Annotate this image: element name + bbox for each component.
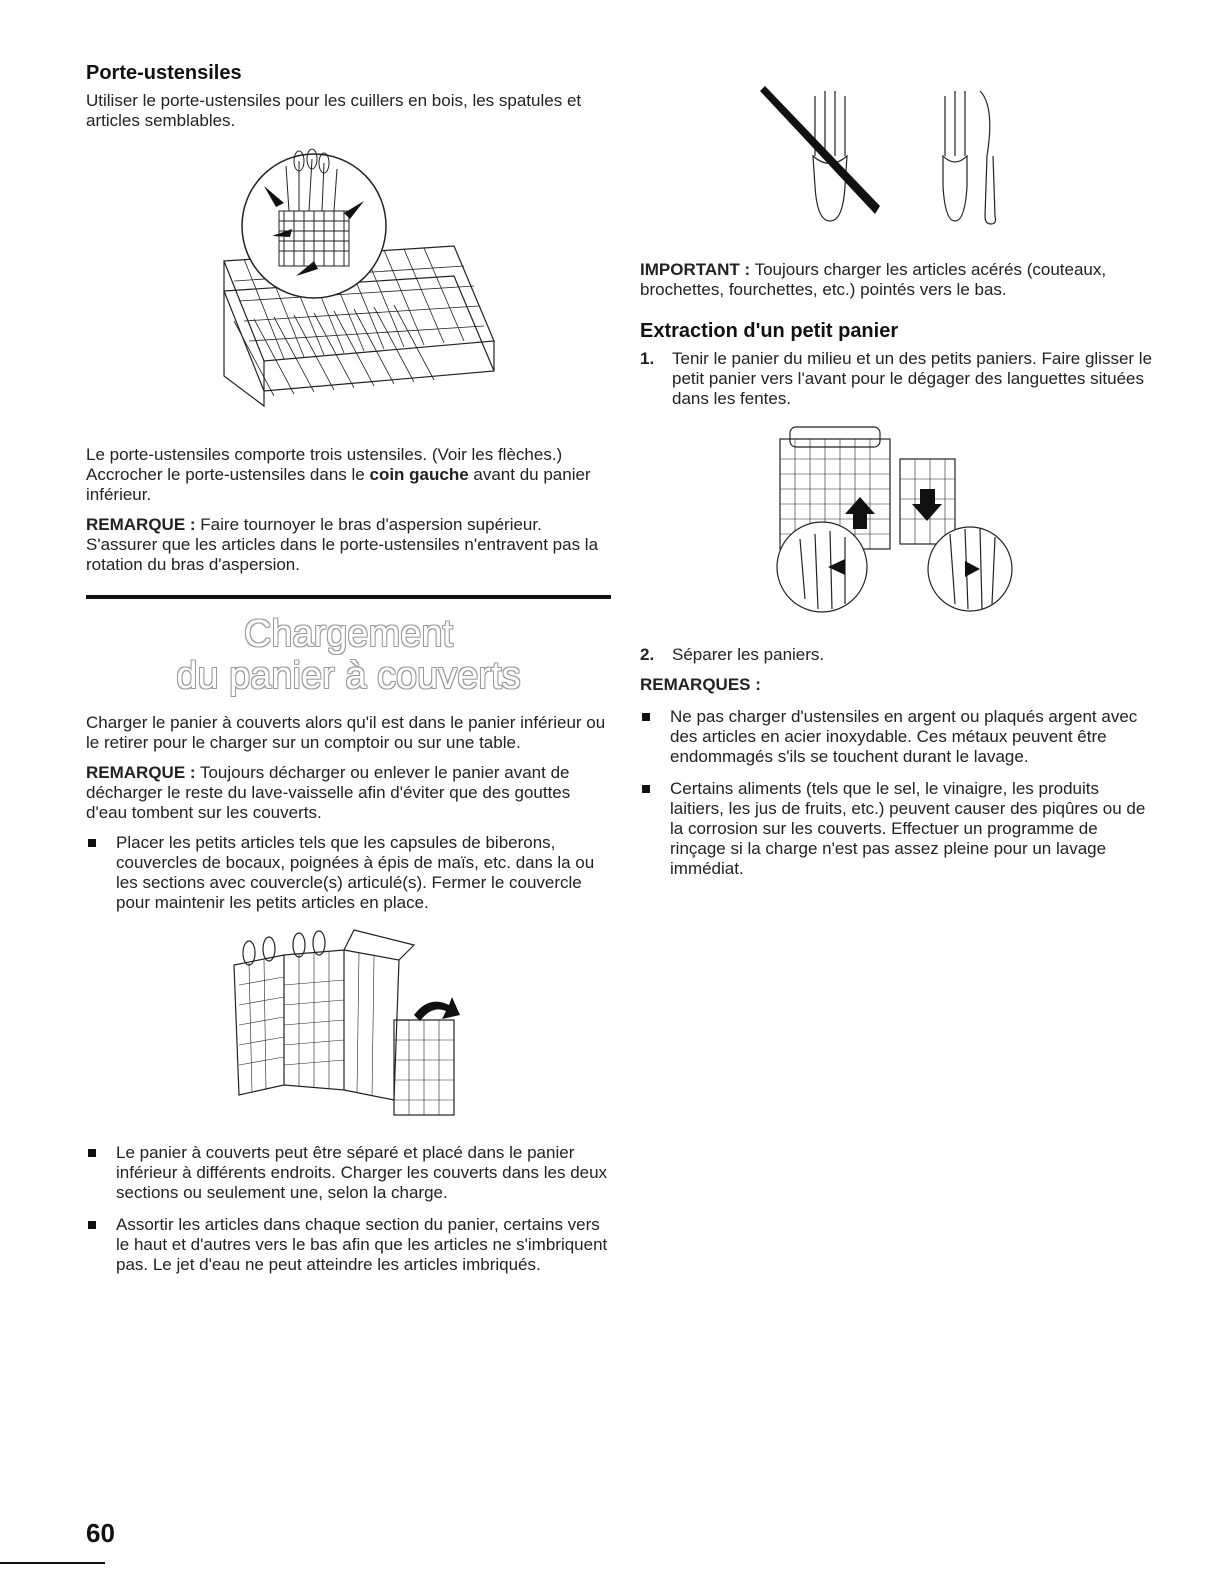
chapter-title-line1: Chargement [243, 613, 454, 655]
step-text: Séparer les paniers. [672, 645, 825, 664]
left-column [86, 62, 611, 1287]
remarque-unload: REMARQUE : Toujours décharger ou enlever le panier avant de décharger le reste du lave-vaisselle afin d'éviter que des gouttes d'eau tombent sur les couverts. [86, 763, 571, 822]
step-2 [640, 645, 1155, 665]
step-number: 2. [640, 645, 655, 664]
steps-list [640, 349, 1155, 409]
remarques-list [640, 707, 1155, 879]
bullet-list-1 [86, 833, 611, 913]
basket-separation-illustration [770, 419, 1020, 629]
holder-description: Le porte-ustensiles comporte trois ustensiles. (Voir les flèches.) Accrocher le porte-ustensiles dans le coin gauche avant du panier inférieur. [86, 445, 591, 504]
list-item: Placer les petits articles tels que les capsules de biberons, couvercles de bocaux, poignées à épis de maïs, etc. dans la ou les sections avec couvercle(s) articulé(s). Fermer le couvercle pour maintenir les petits articles en place. [86, 833, 611, 913]
step-number: 1. [640, 349, 655, 368]
chapter-title [86, 613, 611, 697]
remarques-heading: REMARQUES : [640, 675, 761, 694]
footer-rule [0, 1562, 105, 1564]
silverware-basket-illustration [224, 925, 464, 1125]
utensil-holder-illustration [204, 141, 504, 431]
utensils-pointing-illustration [755, 86, 1015, 236]
section-title-porte-ustensiles: Porte-ustensiles [86, 62, 242, 84]
list-item: Ne pas charger d'ustensiles en argent ou plaqués argent avec des articles en acier inoxydable. Ces métaux peuvent être endommagés s'ils se touchent durant le lavage. [640, 707, 1155, 767]
steps-list-2 [640, 645, 1155, 665]
important-note: IMPORTANT : Toujours charger les articles acérés (couteaux, brochettes, fourchettes, etc.) pointés vers le bas. [640, 260, 1107, 299]
bullet-list-2 [86, 1143, 611, 1275]
remarque-spray-arm: REMARQUE : Faire tournoyer le bras d'aspersion supérieur. S'assurer que les articles dans le porte-ustensiles n'entravent pas la rotation du bras d'aspersion. [86, 515, 599, 574]
section-divider [86, 595, 611, 599]
loading-paragraph: Charger le panier à couverts alors qu'il est dans le panier inférieur ou le retirer pour le charger sur un comptoir ou sur une table. [86, 713, 606, 752]
intro-paragraph: Utiliser le porte-ustensiles pour les cuillers en bois, les spatules et articles semblables. [86, 91, 582, 130]
right-column [640, 86, 1155, 891]
section-title-extraction: Extraction d'un petit panier [640, 320, 899, 342]
step-text: Tenir le panier du milieu et un des petits paniers. Faire glisser le petit panier vers l'avant pour le dégager des languettes situées dans les fentes. [672, 349, 1153, 408]
list-item: Assortir les articles dans chaque section du panier, certains vers le haut et d'autres vers le bas afin que les articles ne s'imbriquent pas. Le jet d'eau ne peut atteindre les articles imbriqués. [86, 1215, 611, 1275]
page-number: 60 [86, 1518, 115, 1548]
step-1 [640, 349, 1155, 409]
list-item: Le panier à couverts peut être séparé et placé dans le panier inférieur à différents endroits. Charger les couverts dans les deux sections ou seulement une, selon la charge. [86, 1143, 611, 1203]
chapter-title-line2: du panier à couverts [176, 655, 521, 697]
list-item: Certains aliments (tels que le sel, le vinaigre, les produits laitiers, les jus de fruits, etc.) peuvent causer des piqûres ou de la corrosion sur les couverts. Effectuer un programme de rinçage si la charge n'est pas assez pleine pour un lavage immédiat. [640, 779, 1155, 879]
